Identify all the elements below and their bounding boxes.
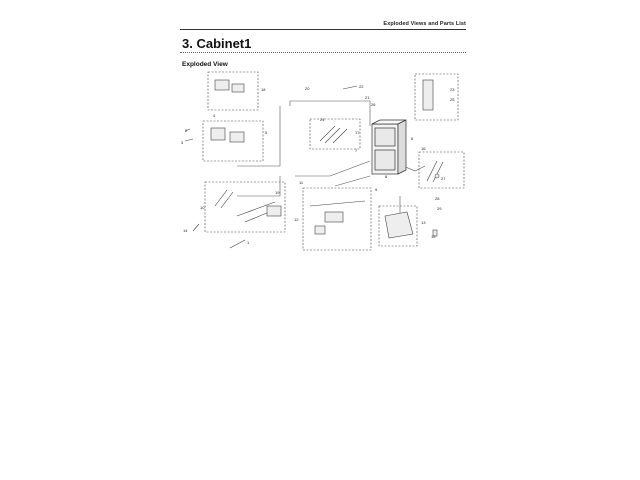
callout-7: 7 [355,148,358,153]
callout-25: 25 [450,97,455,102]
callout-1: 1 [247,240,250,245]
callout-22: 22 [359,84,364,89]
exploded-view-diagram [175,66,475,256]
running-head: Exploded Views and Parts List [383,21,466,27]
callout-6: 6 [411,136,414,141]
callout-box-center [310,119,360,149]
header-rule [180,29,466,30]
exploded-view-heading: Exploded View [182,61,228,68]
callout-27: 27 [441,176,446,181]
callout-28: 28 [435,196,440,201]
callout-16: 16 [421,146,426,151]
callout-box-right [419,152,464,188]
callout-8: 8 [385,174,388,179]
callout-2: 2 [185,128,188,133]
callout-10: 10 [200,205,205,210]
callout-4: 4 [213,113,216,118]
callout-12: 12 [294,217,299,222]
callout-26: 26 [371,102,376,107]
callout-20: 20 [305,86,310,91]
callout-5: 5 [265,130,268,135]
callout-24: 24 [320,117,325,122]
callout-9: 9 [375,187,378,192]
callout-17: 17 [355,130,360,135]
callout-18: 18 [261,87,266,92]
title-rule [180,52,466,53]
callout-13: 13 [421,220,426,225]
callout-3: 3 [181,140,184,145]
callout-21: 21 [365,95,370,100]
callout-14: 14 [183,228,188,233]
callout-11: 11 [299,180,304,185]
callout-15: 15 [431,234,436,239]
callout-23: 23 [450,87,455,92]
callout-19: 19 [275,190,280,195]
section-title: 3. Cabinet1 [182,36,252,51]
callout-29: 29 [437,206,442,211]
